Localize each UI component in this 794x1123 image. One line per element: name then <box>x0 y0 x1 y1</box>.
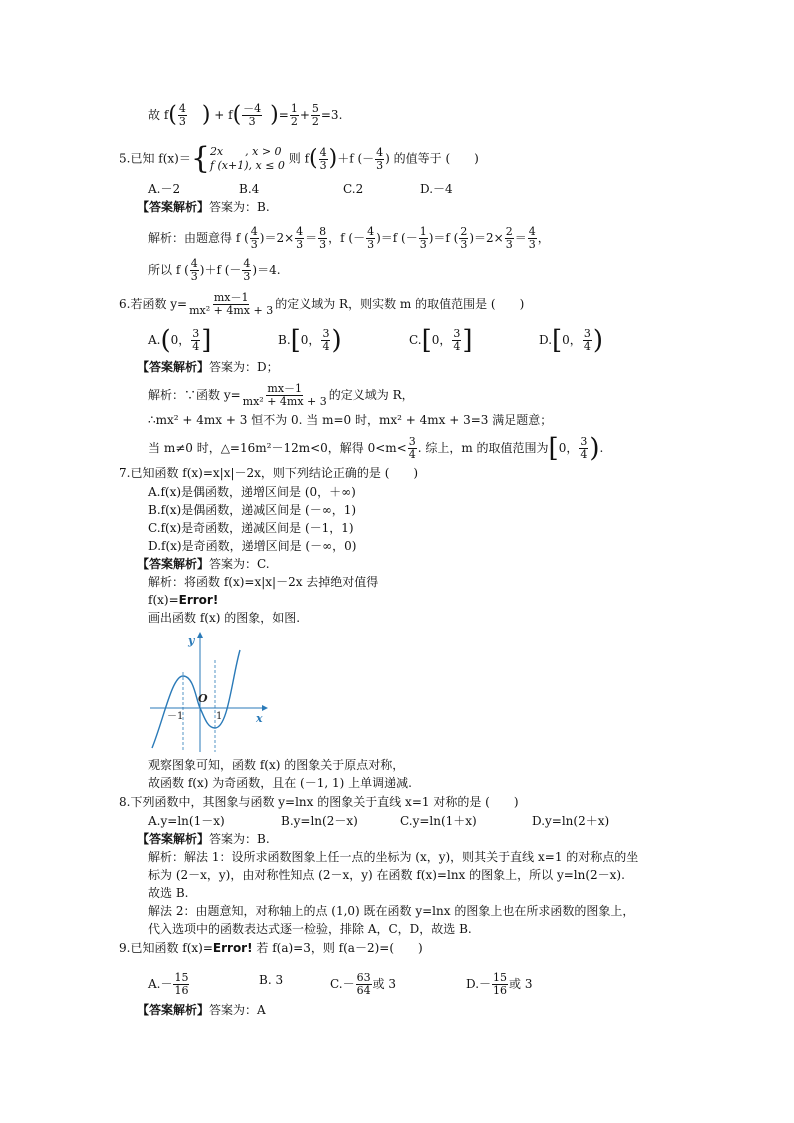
function-graph <box>150 630 270 755</box>
q5-solution-line2: 所以 f ( $\frac{4}{3}$ )＋f (－ $\frac{4}{3}$ )＝4. <box>148 257 281 283</box>
q7-answer: 【答案解析】答案为：C. <box>137 557 270 571</box>
q7-option-a: A.f(x)是偶函数，递增区间是 (0，＋∞) <box>148 485 356 499</box>
q8-option-b: B.y=ln(2－x) <box>281 814 358 828</box>
q6-solution-line1: 解析：∵函数 y= $\frac{mx-1}{\text{mx² + 4mx + 3}}$ 的定义域为 R， <box>148 382 414 408</box>
q4-conclusion: 故 f( $\frac{4}{3}$ ) + f( $\frac{-4}{3}$ )= $\frac{1}{2}$ + $\frac{5}{2}$ =3. <box>148 102 343 128</box>
q7-question: 7.已知函数 f(x)=x|x|－2x，则下列结论正确的是 ( ) <box>119 466 419 480</box>
q7-solution-line5: 故函数 f(x) 为奇函数，且在 (－1, 1) 上单调递减. <box>148 776 412 790</box>
q7-solution-line1: 解析：将函数 f(x)=x|x|－2x 去掉绝对值得 <box>148 575 379 589</box>
q8-solution-line3: 故选 B. <box>148 886 189 900</box>
origin-label: O <box>198 692 208 705</box>
x-axis-label: x <box>256 712 263 725</box>
q9-question: 9.已知函数 f(x)=Error! 若 f(a)=3，则 f(a－2)=( ) <box>119 941 423 955</box>
q8-question: 8.下列函数中，其图象与函数 y=lnx 的图象关于直线 x=1 对称的是 ( ) <box>119 795 519 809</box>
q5-question: 5.已知 f(x)＝{ 2x , x > 0 f (x+1), x ≤ 0 则 f( $\frac{4}{3}$ )＋f (－ $\frac{4}{3}$ ) 的值等于 ( ) <box>119 141 479 176</box>
q5-answer: 【答案解析】答案为：B. <box>137 200 270 214</box>
q8-solution-line4: 解法 2：由题意知，对称轴上的点 (1,0) 既在函数 y=lnx 的图象上也在所求函数的图象上， <box>148 904 635 918</box>
q8-option-d: D.y=ln(2＋x) <box>532 814 610 828</box>
q7-option-d: D.f(x)是奇函数，递增区间是 (－∞，0) <box>148 539 357 553</box>
q9-option-a: A.－ $\frac{15}{16}$ <box>148 971 189 997</box>
q7-solution-line3: 画出函数 f(x) 的图象，如图. <box>148 611 301 625</box>
q7-solution-line2: f(x)=Error! <box>148 593 219 607</box>
q6-option-d: D.[0， $\frac{3}{4}$ ) <box>539 325 603 356</box>
tick-label-1: 1 <box>216 711 223 722</box>
y-axis-arrow <box>197 632 203 638</box>
q5-option-a: A.－2 <box>148 182 181 196</box>
q8-answer: 【答案解析】答案为：B. <box>137 832 270 846</box>
x-axis-arrow <box>262 705 268 711</box>
q7-option-c: C.f(x)是奇函数，递减区间是 (－1，1) <box>148 521 354 535</box>
q8-option-c: C.y=ln(1＋x) <box>400 814 477 828</box>
q5-option-c: C.2 <box>343 182 364 196</box>
q6-option-b: B.[0， $\frac{3}{4}$ ) <box>278 325 342 356</box>
q6-solution-line3: 当 m≠0 时，△=16m²－12m<0，解得 0<m< $\frac{3}{4}$ . 综上，m 的取值范围为[0， $\frac{3}{4}$ ). <box>148 433 604 464</box>
q6-question: 6.若函数 y= $\frac{mx-1}{\text{mx² + 4mx + 3}}$ 的定义域为 R，则实数 m 的取值范围是 ( ) <box>119 291 525 317</box>
q8-option-a: A.y=ln(1－x) <box>148 814 225 828</box>
q5-solution-line1: 解析：由题意得 f ( $\frac{4}{3}$ )＝2× $\frac{4}{3}$ ＝ $\frac{8}{3}$ ，f (－ $\frac{4}{3}$ )＝f (－ $\frac{1}{3}$ )＝f ( $\frac{2}{3}$ )＝2× $\frac{2}{3}$ ＝ $\frac{4}{3}$ ， <box>148 225 550 251</box>
q9-answer: 【答案解析】答案为：A <box>137 1003 266 1017</box>
q6-solution-line2: ∴mx² + 4mx + 3 恒不为 0. 当 m=0 时，mx² + 4mx + 3=3 满足题意； <box>148 413 553 427</box>
q9-option-c: C.－ $\frac{63}{64}$ 或 3 <box>330 971 397 997</box>
y-axis-label: y <box>188 634 195 647</box>
q5-option-b: B.4 <box>239 182 260 196</box>
q7-option-b: B.f(x)是偶函数，递减区间是 (－∞，1) <box>148 503 357 517</box>
q8-solution-line5: 代入选项中的函数表达式逐一检验，排除 A，C，D，故选 B. <box>148 922 472 936</box>
tick-label-neg1: －1 <box>167 711 184 722</box>
q6-answer: 【答案解析】答案为：D； <box>137 360 279 374</box>
q6-option-a: A.(0， $\frac{3}{4}$ ] <box>148 325 212 356</box>
q9-option-d: D.－ $\frac{15}{16}$ 或 3 <box>466 971 533 997</box>
q8-solution-line1: 解析：解法 1：设所求函数图象上任一点的坐标为 (x，y)，则其关于直线 x=1 的对称点的坐 <box>148 850 639 864</box>
q9-option-b: B. 3 <box>259 973 284 987</box>
q6-option-c: C.[0， $\frac{3}{4}$ ] <box>409 325 473 356</box>
q5-option-d: D.－4 <box>420 182 453 196</box>
q7-solution-line4: 观察图象可知，函数 f(x) 的图象关于原点对称， <box>148 758 405 772</box>
function-curve <box>152 650 240 748</box>
q8-solution-line2: 标为 (2－x，y)，由对称性知点 (2－x，y) 在函数 f(x)=lnx 的图象上，所以 y=ln(2－x). <box>148 868 625 882</box>
